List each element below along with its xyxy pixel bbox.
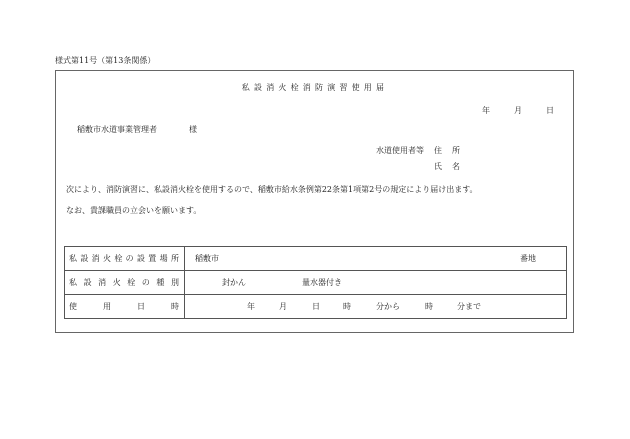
label-char: 設	[83, 278, 92, 287]
label-char: 置	[148, 254, 157, 263]
datetime-day: 日	[312, 302, 320, 311]
type-value-cell[interactable]	[185, 271, 567, 295]
body-text-line-2: なお、貴課職員の立会いを願います。	[66, 206, 202, 215]
addressee-honorific: 様	[189, 125, 197, 134]
datetime-month: 月	[279, 302, 287, 311]
date-day-label: 日	[546, 106, 554, 115]
datetime-year: 年	[247, 302, 255, 311]
label-char: 設	[136, 254, 145, 263]
date-month-label: 月	[514, 106, 522, 115]
form-title: 私設消火栓消防演習使用届	[241, 83, 389, 92]
details-table	[64, 246, 567, 319]
label-char: 種	[156, 278, 165, 287]
label-char: 設	[80, 254, 89, 263]
datetime-from: 分から	[376, 302, 400, 311]
label-char: 用	[103, 302, 111, 311]
datetime-label-cell	[65, 295, 185, 319]
label-char: 所	[170, 254, 179, 263]
date-year-label: 年	[482, 106, 490, 115]
datetime-hour-end: 時	[425, 302, 433, 311]
body-text-line-1: 次により、消防演習に、私設消火栓を使用するので、稲敷市給水条例第22条第1項第2号の規定により届け出ます。	[66, 185, 478, 194]
type-option-meter: 量水器付き	[302, 278, 342, 287]
table-row-location	[65, 247, 567, 271]
label-char: 時	[171, 302, 179, 311]
label-char: 私	[69, 254, 77, 263]
type-option-sealed: 封かん	[222, 278, 246, 287]
label-char: 栓	[127, 278, 136, 287]
applicant-address-label: 住所	[434, 146, 470, 155]
datetime-until: 分まで	[457, 302, 481, 311]
label-char: 消	[98, 278, 107, 287]
datetime-value-cell[interactable]	[185, 295, 567, 319]
applicant-name-label: 氏名	[434, 162, 470, 171]
location-value-cell[interactable]	[185, 247, 567, 271]
addressee-name: 稲敷市水道事業管理者	[77, 125, 157, 134]
table-row-datetime	[65, 295, 567, 319]
label-char: 使	[69, 302, 77, 311]
form-number: 様式第11号（第13条関係）	[55, 56, 156, 65]
table-row-type	[65, 271, 567, 295]
label-char: の	[141, 278, 150, 287]
label-char: 火	[102, 254, 111, 263]
datetime-label	[65, 301, 184, 312]
label-char: 消	[91, 254, 100, 263]
label-char: 別	[170, 278, 179, 287]
location-city: 稲敷市	[195, 254, 219, 263]
label-char: 場	[159, 254, 168, 263]
location-label	[65, 253, 184, 264]
label-char: 私	[69, 278, 77, 287]
applicant-role-label: 水道使用者等	[376, 146, 424, 155]
label-char: 栓	[114, 254, 123, 263]
location-banchi-suffix: 番地	[520, 254, 536, 263]
label-char: 火	[112, 278, 121, 287]
type-label	[65, 277, 184, 288]
label-char: 日	[137, 302, 145, 311]
type-label-cell	[65, 271, 185, 295]
datetime-hour: 時	[343, 302, 351, 311]
label-char: の	[125, 254, 134, 263]
location-label-cell	[65, 247, 185, 271]
